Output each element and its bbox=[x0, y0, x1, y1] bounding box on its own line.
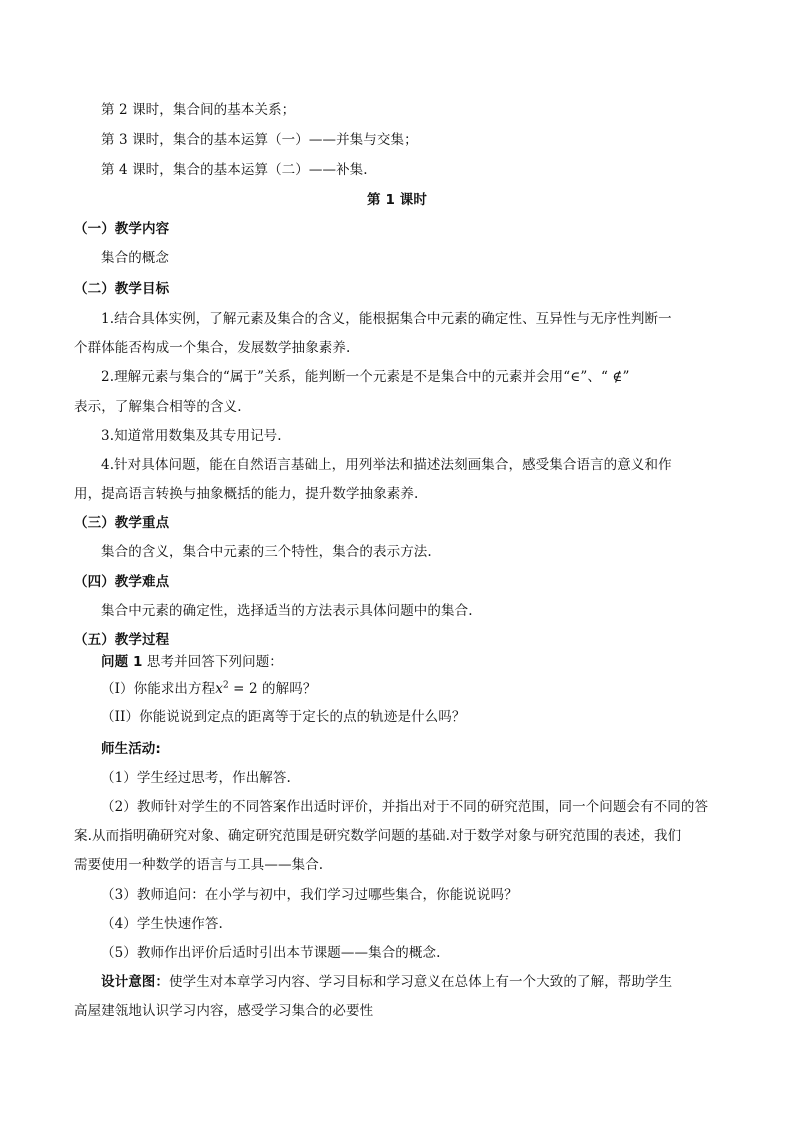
part1-heading: （一）教学内容 bbox=[74, 221, 170, 237]
goal3-line: 3.知道常用数集及其专用记号. bbox=[101, 428, 282, 444]
q1-suffix: = 2 的解吗？ bbox=[228, 681, 317, 697]
part3-heading: （三）教学重点 bbox=[74, 515, 170, 531]
lesson-3-line: 第 3 课时，集合的基本运算（一）——并集与交集； bbox=[101, 132, 418, 148]
q1-variable: x bbox=[215, 681, 223, 697]
activity-step-2-line2: 案.从而指明确研究对象、确定研究范围是研究数学问题的基础.对于数学对象与研究范围的表述，我们 bbox=[74, 828, 682, 844]
part2-heading: （二）教学目标 bbox=[74, 281, 170, 297]
question-1-part-ii: （II）你能说说到定点的距离等于定长的点的轨迹是什么吗？ bbox=[101, 709, 466, 725]
question-1-label: 问题 1 bbox=[101, 654, 143, 670]
activity-step-1: （1）学生经过思考，作出解答. bbox=[101, 770, 291, 786]
section-title: 第 1 课时 bbox=[367, 192, 427, 208]
q1-prefix: （I）你能求出方程 bbox=[101, 681, 216, 697]
activity-label: 师生活动: bbox=[101, 741, 161, 757]
goal2-line2: 表示，了解集合相等的含义. bbox=[74, 399, 242, 415]
design-intent-text: 使学生对本章学习内容、学习目标和学习意义在总体上有一个大致的了解，帮助学生 bbox=[169, 974, 673, 990]
activity-step-3: （3）教师追问：在小学与初中，我们学习过哪些集合，你能说说吗？ bbox=[101, 887, 518, 903]
goal4-line1: 4.针对具体问题，能在自然语言基础上，用列举法和描述法刻画集合，感受集合语言的意义和作 bbox=[101, 457, 672, 473]
part4-body: 集合中元素的确定性，选择适当的方法表示具体问题中的集合. bbox=[101, 603, 473, 619]
question-1-line bbox=[101, 651, 283, 673]
design-intent-label: 设计意图： bbox=[101, 974, 169, 990]
part3-body: 集合的含义，集合中元素的三个特性，集合的表示方法. bbox=[101, 544, 432, 560]
lesson-4-line: 第 4 课时，集合的基本运算（二）——补集. bbox=[101, 162, 368, 178]
part4-heading: （四）教学难点 bbox=[74, 574, 170, 590]
design-intent-line2: 高屋建瓴地认识学习内容，感受学习集合的必要性 bbox=[74, 1003, 374, 1019]
part5-heading: （五）教学过程 bbox=[74, 632, 170, 648]
question-1-text: 思考并回答下列问题： bbox=[142, 654, 283, 670]
goal4-line2: 用，提高语言转换与抽象概括的能力，提升数学抽象素养. bbox=[74, 486, 419, 502]
activity-step-2-line3: 需要使用一种数学的语言与工具——集合. bbox=[74, 857, 324, 873]
activity-step-2-line1: （2）教师针对学生的不同答案作出适时评价，并指出对于不同的研究范围，同一个问题会有不同的答 bbox=[101, 799, 709, 815]
question-1-part-i bbox=[101, 678, 316, 700]
part1-body: 集合的概念 bbox=[101, 250, 169, 266]
activity-step-5: （5）教师作出评价后适时引出本节课题——集合的概念. bbox=[101, 945, 441, 961]
goal1-line1: 1.结合具体实例，了解元素及集合的含义，能根据集合中元素的确定性、互异性与无序性判断一 bbox=[101, 311, 672, 327]
lesson-2-line: 第 2 课时，集合间的基本关系； bbox=[101, 102, 296, 118]
activity-step-4: （4）学生快速作答. bbox=[101, 916, 223, 932]
q1-exponent: 2 bbox=[222, 680, 229, 691]
design-intent-line1 bbox=[101, 971, 672, 993]
goal2-line1: 2.理解元素与集合的“属于”关系，能判断一个元素是不是集合中的元素并会用“∈”、“ ∉” bbox=[101, 369, 630, 385]
goal1-line2: 个群体能否构成一个集合，发展数学抽象素养. bbox=[74, 340, 351, 356]
